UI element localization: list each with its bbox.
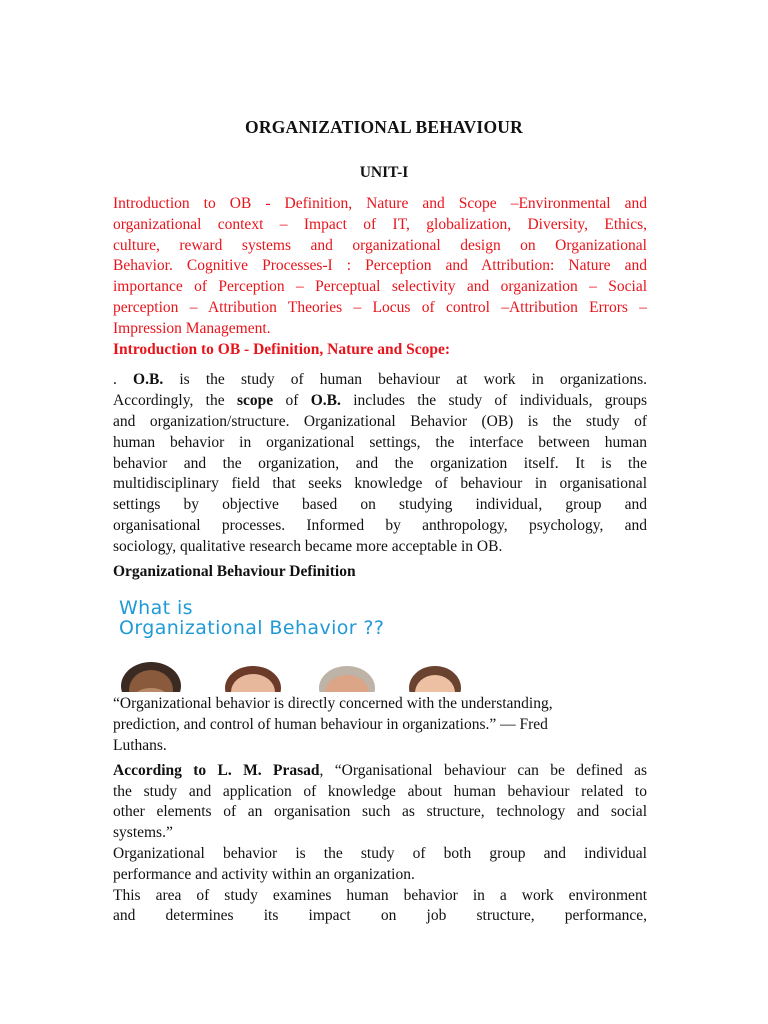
para-line: and determines its impact on job structure, performance, bbox=[113, 907, 647, 925]
syllabus-line: importance of Perception – Perceptual selectivity and organization – Social bbox=[113, 278, 647, 296]
para-line: performance and activity within an organization. bbox=[113, 865, 415, 883]
para-line: human behavior in organizational settings, the interface between human bbox=[113, 433, 647, 451]
syllabus-line: culture, reward systems and organizational design on Organizational bbox=[113, 236, 647, 254]
unit-heading: UNIT-I bbox=[359, 164, 409, 181]
para-line: behavior and the organization, and the organization itself. It is the bbox=[113, 454, 647, 472]
scope-bold: scope bbox=[236, 392, 274, 410]
quote-line: “Organizational behavior is directly concerned with the understanding, bbox=[113, 695, 553, 713]
para-line: Organizational behavior is the study of both group and individual bbox=[113, 844, 647, 862]
syllabus-line: perception – Attribution Theories – Locus of control –Attribution Errors – bbox=[113, 298, 647, 316]
para-line: and organization/structure. Organizational Behavior (OB) is the study of bbox=[113, 412, 647, 430]
para-line: sociology, qualitative research became more acceptable in OB. bbox=[113, 537, 503, 555]
quote-line: Luthans. bbox=[113, 736, 167, 754]
para-text: of bbox=[273, 392, 311, 410]
syllabus-line: Introduction to OB - Definition, Nature and Scope –Environmental and bbox=[113, 195, 647, 212]
banner-line-2: Organizational Behavior ?? bbox=[119, 617, 385, 640]
syllabus-line: organizational context – Impact of IT, globalization, Diversity, Ethics, bbox=[113, 215, 647, 233]
para-line: the study and application of knowledge about human behaviour related to bbox=[113, 782, 647, 800]
syllabus-line: Impression Management. bbox=[113, 319, 271, 337]
para-line: multidisciplinary field that seeks knowledge of behaviour in organisational bbox=[113, 475, 647, 493]
para-text: , “Organisational behaviour can be defined as bbox=[319, 761, 647, 779]
ob-study-paragraph bbox=[113, 844, 647, 886]
ob-paragraph bbox=[113, 370, 647, 557]
face-4 bbox=[409, 666, 461, 692]
faces-illustration bbox=[115, 654, 463, 692]
face-3 bbox=[319, 666, 375, 692]
para-line: other elements of an organisation such as structure, technology and social bbox=[113, 803, 647, 821]
face-1 bbox=[121, 662, 181, 692]
document-title: ORGANIZATIONAL BEHAVIOUR bbox=[245, 117, 523, 137]
ob-bold: O.B. bbox=[310, 392, 341, 410]
banner-line-1: What is bbox=[119, 597, 193, 620]
para-lead: . bbox=[113, 371, 134, 389]
para-text: includes the study of individuals, groups bbox=[340, 392, 647, 410]
definition-heading: Organizational Behaviour Definition bbox=[113, 562, 356, 580]
syllabus-line: Behavior. Cognitive Processes-I : Perception and Attribution: Nature and bbox=[113, 257, 647, 275]
para-text: is the study of human behaviour at work in organizations. bbox=[163, 371, 647, 389]
section-heading-intro: Introduction to OB - Definition, Nature and Scope: bbox=[113, 340, 451, 358]
what-is-ob-image bbox=[115, 594, 463, 692]
ob-bold: O.B. bbox=[133, 371, 164, 389]
document-body bbox=[113, 194, 647, 927]
area-paragraph bbox=[113, 886, 647, 928]
syllabus-paragraph bbox=[113, 194, 647, 340]
quote-line: prediction, and control of human behaviour in organizations.” — Fred bbox=[113, 716, 548, 734]
face-2 bbox=[225, 666, 281, 692]
para-line: organisational processes. Informed by anthropology, psychology, and bbox=[113, 516, 647, 534]
para-line: systems.” bbox=[113, 824, 173, 842]
luthans-quote bbox=[113, 694, 647, 756]
prasad-bold: According to L. M. Prasad bbox=[113, 761, 320, 779]
prasad-paragraph bbox=[113, 761, 647, 844]
para-line: settings by objective based on studying individual, group and bbox=[113, 496, 647, 514]
para-text: Accordingly, the bbox=[113, 392, 237, 410]
para-line: This area of study examines human behavior in a work environment bbox=[113, 886, 647, 904]
